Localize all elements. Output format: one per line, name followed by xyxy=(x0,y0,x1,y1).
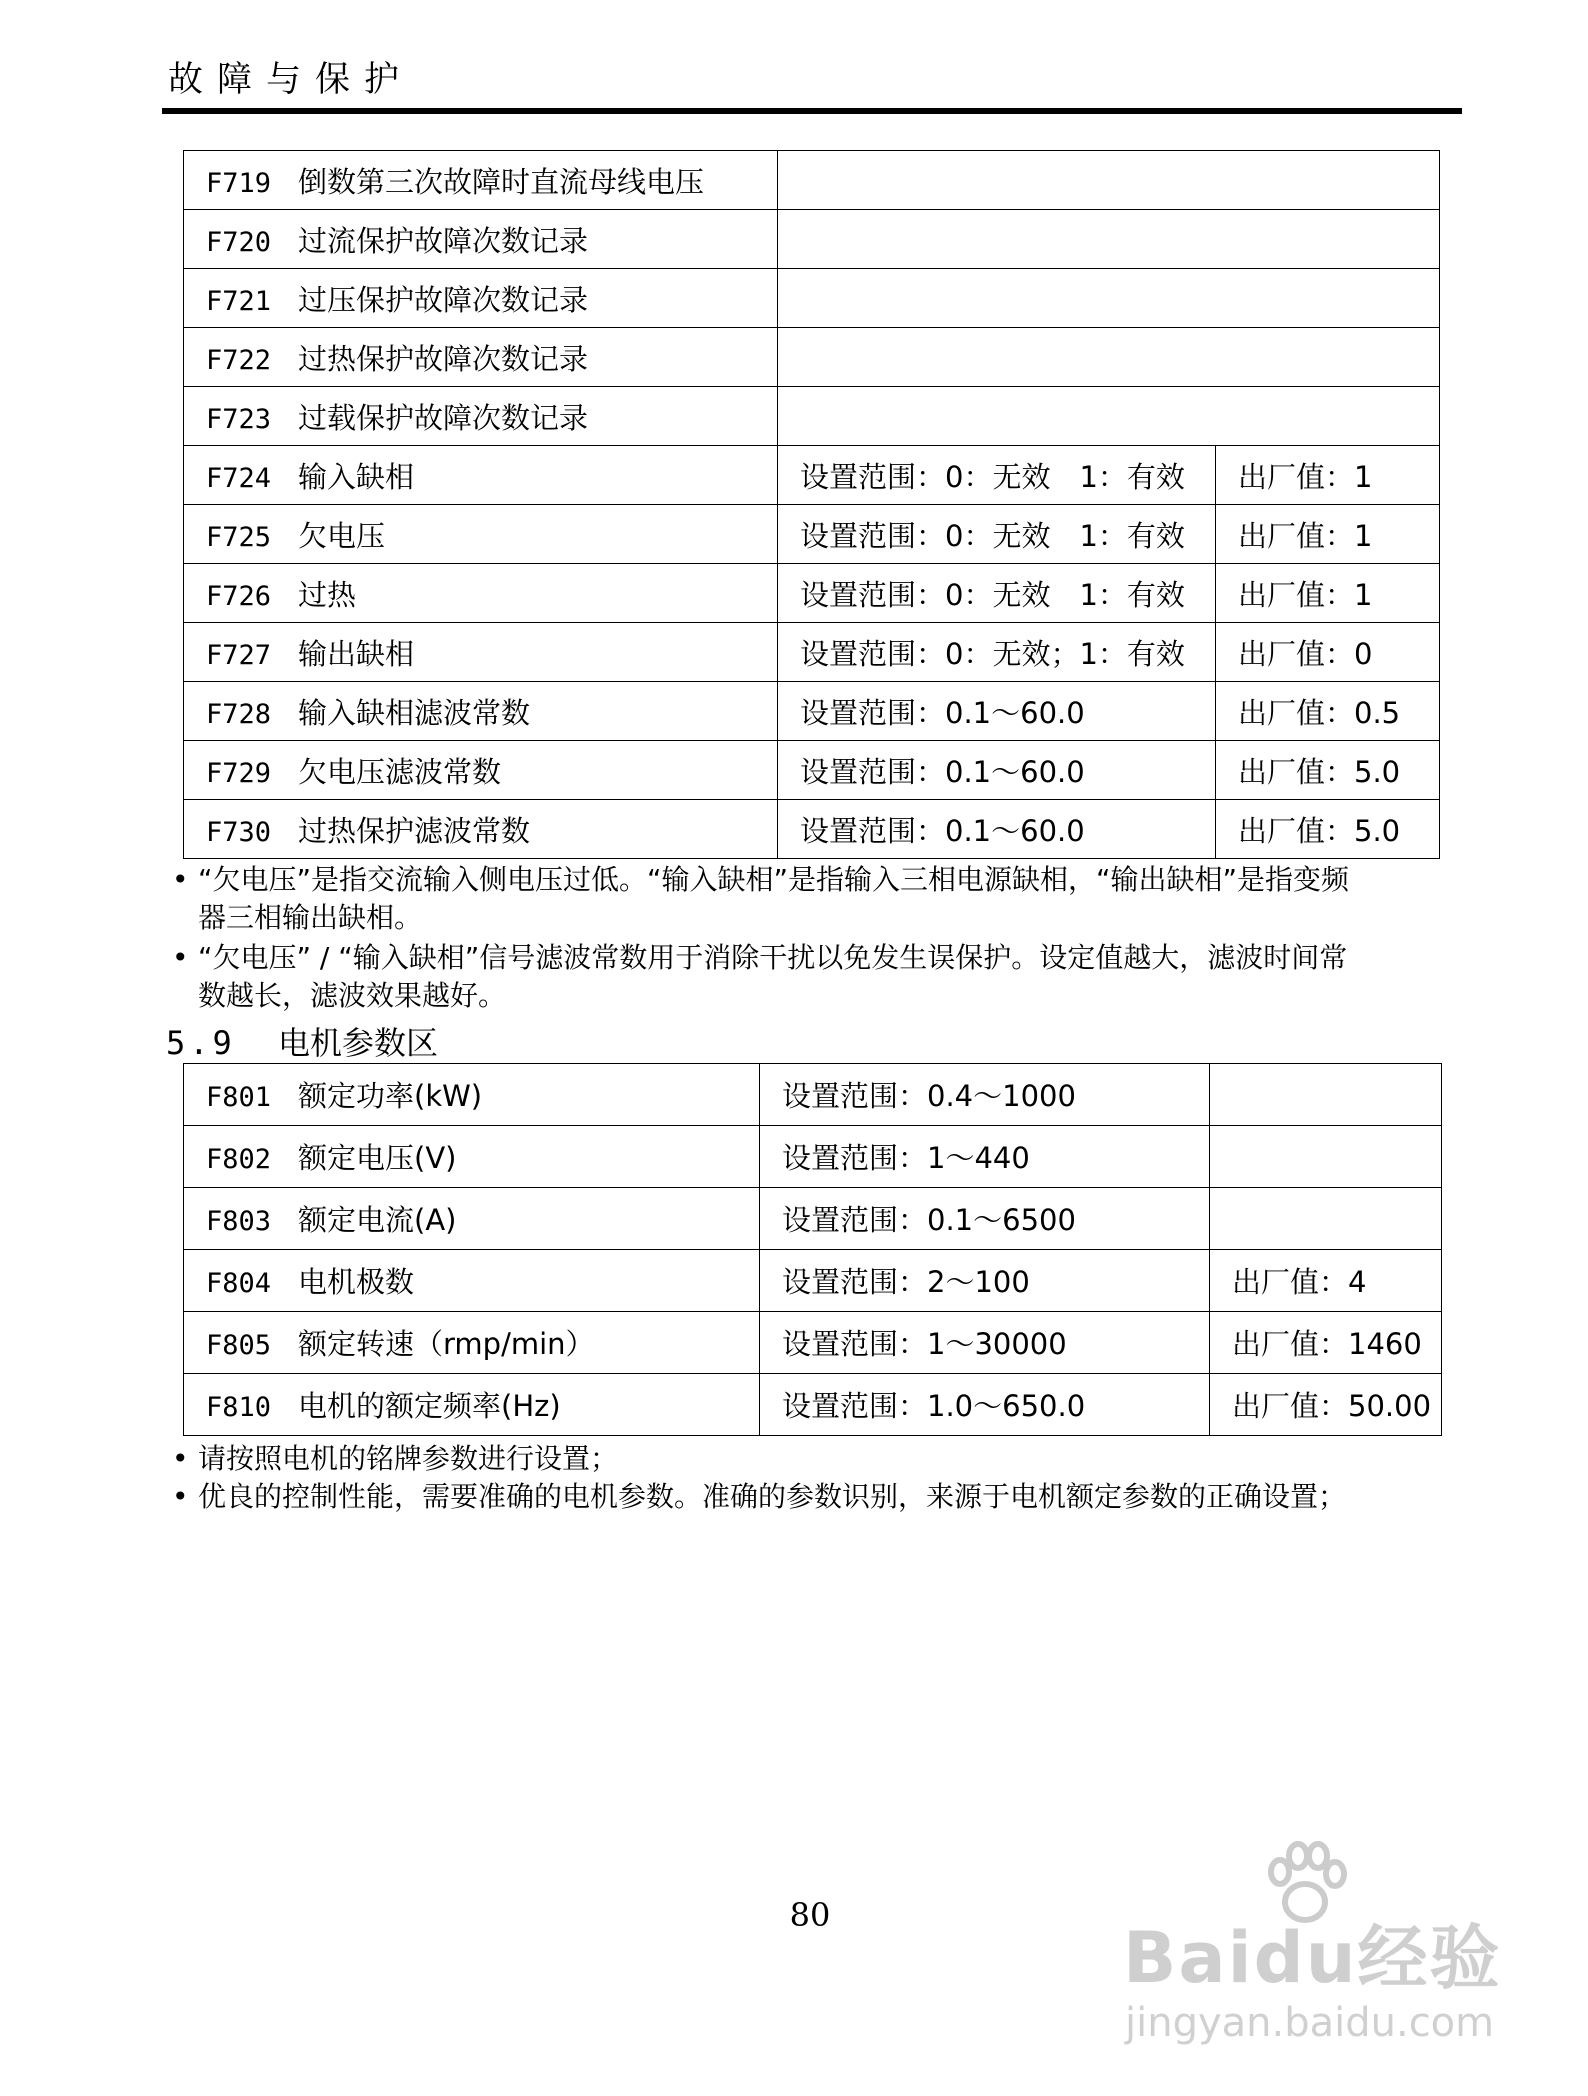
bullet-icon: • xyxy=(172,1480,189,1513)
param-name: 输入缺相 xyxy=(298,459,415,494)
param-code: F724 xyxy=(206,462,272,494)
section-number: 5.9 xyxy=(166,1024,236,1062)
range-cell: 设置范围：1～30000 xyxy=(760,1312,1210,1374)
page-number: 80 xyxy=(789,1896,831,1934)
table-row xyxy=(184,623,1440,682)
note-text: 请按照电机的铭牌参数进行设置； xyxy=(198,1442,619,1475)
param-cell xyxy=(184,1250,760,1312)
note-text-continued: 器三相输出缺相。 xyxy=(198,901,423,934)
table-row xyxy=(184,564,1440,623)
bullet-icon: • xyxy=(172,1442,189,1475)
param-name: 欠电压滤波常数 xyxy=(298,754,502,789)
range-cell: 设置范围：0：无效；1：有效 xyxy=(778,623,1216,682)
table-row xyxy=(184,741,1440,800)
table-row xyxy=(184,1126,1442,1188)
param-code: F801 xyxy=(206,1082,272,1113)
note-item xyxy=(172,1440,1472,1478)
param-code: F728 xyxy=(206,698,272,730)
range-cell: 设置范围：0.1～60.0 xyxy=(778,741,1216,800)
param-name: 过热 xyxy=(298,577,357,612)
param-cell xyxy=(184,269,778,328)
table-row xyxy=(184,1374,1442,1436)
param-code: F723 xyxy=(206,403,272,435)
param-cell xyxy=(184,151,778,210)
param-name: 输入缺相滤波常数 xyxy=(298,695,531,730)
table-row xyxy=(184,505,1440,564)
table-row xyxy=(184,328,1440,387)
param-code: F730 xyxy=(206,816,272,848)
param-code: F721 xyxy=(206,285,272,317)
watermark-url: jingyan.baidu.com xyxy=(1125,2000,1495,2046)
note-item xyxy=(172,1478,1472,1516)
table-row xyxy=(184,387,1440,446)
param-cell xyxy=(184,1374,760,1436)
param-cell xyxy=(184,741,778,800)
range-cell: 设置范围：1～440 xyxy=(760,1126,1210,1188)
empty-cell xyxy=(778,210,1440,269)
param-name: 欠电压 xyxy=(298,518,386,553)
param-cell xyxy=(184,446,778,505)
default-cell: 出厂值：1 xyxy=(1216,564,1440,623)
table-row xyxy=(184,151,1440,210)
param-cell xyxy=(184,505,778,564)
param-cell xyxy=(184,623,778,682)
param-code: F803 xyxy=(206,1206,272,1237)
range-cell: 设置范围：0：无效 1：有效 xyxy=(778,505,1216,564)
range-cell: 设置范围：1.0～650.0 xyxy=(760,1374,1210,1436)
param-name: 额定电流(A) xyxy=(298,1203,457,1237)
note-text-continued: 数越长，滤波效果越好。 xyxy=(198,979,507,1012)
bullet-icon: • xyxy=(172,941,189,974)
default-cell xyxy=(1210,1064,1442,1126)
param-code: F729 xyxy=(206,757,272,789)
param-code: F810 xyxy=(206,1392,272,1423)
param-cell xyxy=(184,210,778,269)
range-cell: 设置范围：0.1～60.0 xyxy=(778,682,1216,741)
default-cell: 出厂值：5.0 xyxy=(1216,800,1440,859)
range-cell: 设置范围：0：无效 1：有效 xyxy=(778,564,1216,623)
table-row xyxy=(184,210,1440,269)
default-cell: 出厂值：1 xyxy=(1216,446,1440,505)
param-code: F802 xyxy=(206,1144,272,1175)
empty-cell xyxy=(778,151,1440,210)
default-cell: 出厂值：1460 xyxy=(1210,1312,1442,1374)
param-name: 过压保护故障次数记录 xyxy=(298,282,589,317)
table-row xyxy=(184,1312,1442,1374)
empty-cell xyxy=(778,328,1440,387)
param-code: F726 xyxy=(206,580,272,612)
param-cell xyxy=(184,328,778,387)
param-cell xyxy=(184,564,778,623)
param-name: 过热保护故障次数记录 xyxy=(298,341,589,376)
range-cell: 设置范围：0.4～1000 xyxy=(760,1064,1210,1126)
table-row xyxy=(184,1250,1442,1312)
param-cell xyxy=(184,1126,760,1188)
default-cell: 出厂值：0.5 xyxy=(1216,682,1440,741)
param-cell xyxy=(184,800,778,859)
default-cell xyxy=(1210,1188,1442,1250)
param-code: F805 xyxy=(206,1330,272,1361)
range-cell: 设置范围：0：无效 1：有效 xyxy=(778,446,1216,505)
param-name: 过热保护滤波常数 xyxy=(298,813,531,848)
param-name: 过流保护故障次数记录 xyxy=(298,223,589,258)
default-cell: 出厂值：5.0 xyxy=(1216,741,1440,800)
header-rule xyxy=(162,108,1462,114)
default-cell: 出厂值：0 xyxy=(1216,623,1440,682)
default-cell: 出厂值：50.00 xyxy=(1210,1374,1442,1436)
param-name: 电机的额定频率(Hz) xyxy=(298,1389,561,1423)
page-header-title: 故障与保护 xyxy=(168,60,414,100)
param-code: F727 xyxy=(206,639,272,671)
note-item xyxy=(172,861,1472,937)
table-row xyxy=(184,446,1440,505)
table-row xyxy=(184,269,1440,328)
param-name: 额定转速（rmp/min） xyxy=(298,1327,595,1361)
default-cell xyxy=(1210,1126,1442,1188)
default-cell: 出厂值：4 xyxy=(1210,1250,1442,1312)
param-name: 倒数第三次故障时直流母线电压 xyxy=(298,164,705,199)
param-cell xyxy=(184,387,778,446)
param-name: 电机极数 xyxy=(298,1265,415,1299)
param-code: F720 xyxy=(206,226,272,258)
watermark xyxy=(1105,1840,1505,2080)
param-code: F804 xyxy=(206,1268,272,1299)
empty-cell xyxy=(778,387,1440,446)
param-code: F719 xyxy=(206,167,272,199)
empty-cell xyxy=(778,269,1440,328)
range-cell: 设置范围：0.1～6500 xyxy=(760,1188,1210,1250)
section-heading xyxy=(166,1018,438,1064)
table-row xyxy=(184,682,1440,741)
section-title: 电机参数区 xyxy=(278,1024,439,1062)
fault-params-table xyxy=(183,150,1440,859)
note-item xyxy=(172,939,1472,1015)
param-name: 输出缺相 xyxy=(298,636,415,671)
param-name: 额定电压(V) xyxy=(298,1141,457,1175)
table-row xyxy=(184,1188,1442,1250)
table-row xyxy=(184,1064,1442,1126)
param-code: F722 xyxy=(206,344,272,376)
range-cell: 设置范围：2～100 xyxy=(760,1250,1210,1312)
table-row xyxy=(184,800,1440,859)
param-cell xyxy=(184,682,778,741)
note-text: “欠电压” / “输入缺相”信号滤波常数用于消除干扰以免发生误保护。设定值越大，滤波时间常 xyxy=(198,941,1348,974)
param-name: 额定功率(kW) xyxy=(298,1079,483,1113)
bullet-icon: • xyxy=(172,863,189,896)
motor-params-table xyxy=(183,1063,1442,1436)
param-cell xyxy=(184,1064,760,1126)
param-name: 过载保护故障次数记录 xyxy=(298,400,589,435)
param-code: F725 xyxy=(206,521,272,553)
range-cell: 设置范围：0.1～60.0 xyxy=(778,800,1216,859)
note-text: 优良的控制性能，需要准确的电机参数。准确的参数识别，来源于电机额定参数的正确设置； xyxy=(198,1480,1347,1513)
watermark-brand: Baidu经验 xyxy=(1123,1917,1502,1999)
default-cell: 出厂值：1 xyxy=(1216,505,1440,564)
note-text: “欠电压”是指交流输入侧电压过低。“输入缺相”是指输入三相电源缺相，“输出缺相”是指变频 xyxy=(198,863,1350,896)
param-cell xyxy=(184,1312,760,1374)
param-cell xyxy=(184,1188,760,1250)
